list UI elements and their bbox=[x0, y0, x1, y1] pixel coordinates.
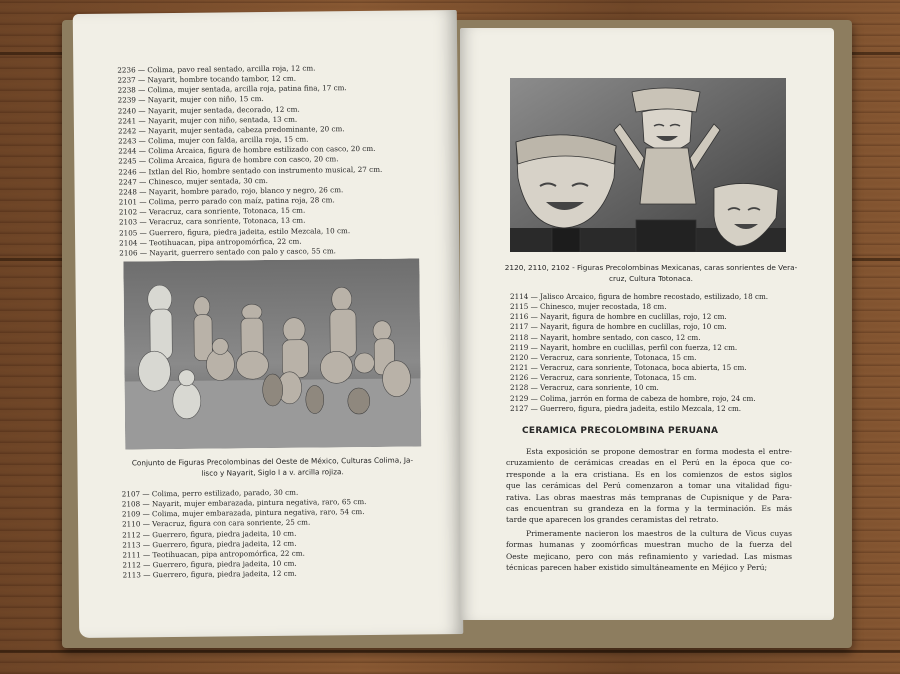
paragraph-line: cas encuentran su grandeza en la forma y la terminación. Es más bbox=[506, 504, 792, 514]
right-photo-caption bbox=[496, 262, 806, 284]
catalog-entry: 2236 — Colima, pavo real sentado, arcilla roja, 12 cm. bbox=[117, 63, 316, 75]
left-page bbox=[73, 10, 464, 638]
catalog-entry: 2101 — Colima, perro parado con maíz, patina roja, 28 cm. bbox=[118, 195, 335, 207]
left-caption-line: lisco y Nayarit, Siglo I a v. arcilla rojiza. bbox=[201, 467, 344, 478]
paragraph-line: rativa. Las obras maestras más tempranas de Cupisnique y de Para- bbox=[506, 492, 792, 502]
catalog-entry: 2128 — Veracruz, cara sonriente, 10 cm. bbox=[510, 383, 659, 393]
paragraph-line: que las cerámicas del Perú comenzaron a tomar una vitalidad figu- bbox=[506, 481, 792, 491]
catalog-entry: 2107 — Colima, perro estilizado, parado, 30 cm. bbox=[121, 487, 299, 499]
catalog-entry: 2115 — Chinesco, mujer recostada, 18 cm. bbox=[510, 302, 667, 312]
left-caption-line: Conjunto de Figuras Precolombinas del Oeste de México, Culturas Colima, Ja- bbox=[131, 455, 414, 468]
table-plank-seam bbox=[0, 650, 900, 653]
catalog-entry: 2109 — Colima, mujer embarazada, pintura negativa, raro, 54 cm. bbox=[121, 507, 365, 519]
right-caption-line: 2120, 2110, 2102 - Figuras Precolombinas Mexicanas, caras sonrientes de Vera- bbox=[504, 263, 798, 272]
paragraph-line: rresponde a la era cristiana. Es en los comienzos de estos siglos bbox=[506, 469, 792, 479]
catalog-entry: 2238 — Colima, mujer sentada, arcilla roja, patina fina, 17 cm. bbox=[117, 83, 347, 95]
catalog-list-top bbox=[117, 63, 383, 259]
catalog-entry: 2239 — Nayarit, mujer con niño, 15 cm. bbox=[117, 94, 264, 106]
paragraph-line: Esta exposición se propone demostrar en forma modesta el entre- bbox=[526, 447, 792, 456]
catalog-entry: 2110 — Veracruz, figura con cara sonriente, 25 cm. bbox=[122, 518, 311, 530]
catalog-entry: 2103 — Veracruz, cara sonriente, Totonaca, 13 cm. bbox=[118, 215, 306, 227]
figurines-group-photo bbox=[123, 258, 421, 449]
catalog-entry: 2246 — Ixtlan del Rio, hombre sentado con instrumento musical, 27 cm. bbox=[118, 164, 383, 177]
left-photo-caption bbox=[107, 454, 437, 479]
catalog-list-right bbox=[510, 292, 768, 414]
catalog-entry: 2116 — Nayarit, figura de hombre en cuclillas, rojo, 12 cm. bbox=[510, 312, 727, 322]
paragraph-line: Primeramente nacieron los maestros de la cultura de Vicus cuyas bbox=[526, 529, 792, 538]
paragraph-line: cruzamiento de cerámicas creadas en el Perú en la época que co- bbox=[506, 458, 792, 468]
catalog-entry: 2114 — Jalisco Arcaico, figura de hombre recostado, estilizado, 18 cm. bbox=[510, 292, 769, 301]
catalog-entry: 2247 — Chinesco, mujer sentada, 30 cm. bbox=[118, 175, 268, 187]
catalog-entry: 2127 — Guerrero, figura, piedra jadeita, estilo Mezcala, 12 cm. bbox=[510, 403, 742, 413]
intro-paragraph bbox=[506, 446, 792, 526]
smiling-faces-photo bbox=[510, 78, 786, 252]
paragraph-line: formas humanas y zoomórficas muestran mucho de la fuerza del bbox=[506, 540, 792, 550]
right-page bbox=[460, 28, 834, 620]
catalog-entry: 2240 — Nayarit, mujer sentada, decorado, 12 cm. bbox=[117, 104, 300, 116]
catalog-entry: 2120 — Veracruz, cara sonriente, Totonaca, 15 cm. bbox=[510, 352, 697, 362]
catalog-entry: 2112 — Guerrero, figura, piedra jadeita, 10 cm. bbox=[122, 528, 297, 540]
catalog-entry: 2245 — Colima Arcaica, figura de hombre con casco, 20 cm. bbox=[118, 154, 339, 166]
catalog-entry: 2105 — Guerrero, figura, piedra jadeita, estilo Mezcala, 10 cm. bbox=[118, 225, 351, 238]
catalog-entry: 2104 — Teotihuacan, pipa antropomórfica, 22 cm. bbox=[119, 236, 302, 248]
catalog-entry: 2112 — Guerrero, figura, piedra jadeita, 10 cm. bbox=[122, 558, 297, 570]
catalog-entry: 2106 — Nayarit, guerrero sentado con palo y casco, 55 cm. bbox=[119, 246, 336, 258]
section-heading: CERAMICA PRECOLOMBINA PERUANA bbox=[522, 426, 719, 436]
catalog-entry: 2121 — Veracruz, cara sonriente, Totonaca, boca abierta, 15 cm. bbox=[510, 363, 747, 373]
paragraph-line: tarde que aparecen los grandes ceramistas del retrato. bbox=[506, 515, 719, 525]
catalog-entry: 2113 — Guerrero, figura, piedra jadeita, 12 cm. bbox=[122, 568, 297, 580]
catalog-entry: 2113 — Guerrero, figura, piedra jadeita, 12 cm. bbox=[122, 538, 297, 550]
catalog-entry: 2129 — Colima, jarrón en forma de cabeza de hombre, rojo, 24 cm. bbox=[510, 393, 756, 403]
catalog-entry: 2117 — Nayarit, figura de hombre en cuclillas, rojo, 10 cm. bbox=[510, 322, 727, 332]
right-caption-line: cruz, Cultura Totonaca. bbox=[608, 274, 694, 283]
catalog-entry: 2102 — Veracruz, cara sonriente, Totonaca, 15 cm. bbox=[118, 205, 306, 217]
catalog-entry: 2242 — Nayarit, mujer sentada, cabeza predominante, 20 cm. bbox=[117, 124, 345, 136]
catalog-entry: 2243 — Colima, mujer con falda, arcilla roja, 15 cm. bbox=[118, 134, 309, 146]
paragraph-line: técnicas parecen haber existido simultáneamente en Méjico y Perú; bbox=[506, 563, 768, 573]
catalog-entry: 2108 — Nayarit, mujer embarazada, pintura negativa, raro, 65 cm. bbox=[121, 497, 367, 509]
catalog-entry: 2111 — Teotihuacan, pipa antropomórfica, 22 cm. bbox=[122, 548, 305, 560]
catalog-entry: 2237 — Nayarit, hombre tocando tambor, 12 cm. bbox=[117, 73, 297, 85]
paragraph-line: Oeste mejicano, pero con más refinamiento y variedad. Las mismas bbox=[506, 551, 792, 561]
catalog-entry: 2248 — Nayarit, hombre parado, rojo, blanco y negro, 26 cm. bbox=[118, 185, 344, 197]
catalog-entry: 2126 — Veracruz, cara sonriente, Totonaca, 15 cm. bbox=[510, 373, 697, 383]
catalog-entry: 2244 — Colima Arcaica, figura de hombre estilizado con casco, 20 cm. bbox=[118, 144, 376, 156]
catalog-entry: 2119 — Nayarit, hombre en cuclillas, perfil con fuerza, 12 cm. bbox=[510, 342, 738, 352]
catalog-list-bottom bbox=[122, 487, 367, 581]
second-paragraph bbox=[506, 528, 792, 574]
catalog-entry: 2241 — Nayarit, mujer con niño, sentada, 13 cm. bbox=[117, 114, 298, 126]
catalog-entry: 2118 — Nayarit, hombre sentado, con casco, 12 cm. bbox=[510, 332, 701, 342]
